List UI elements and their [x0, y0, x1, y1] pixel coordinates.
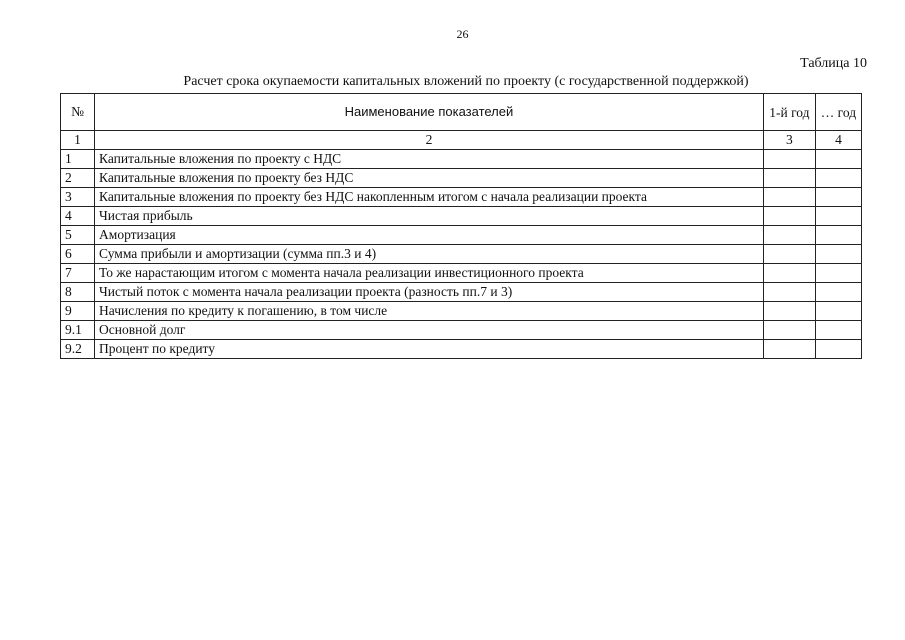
- row-label: То же нарастающим итогом с момента начала реализации инвестиционного проекта: [95, 264, 764, 283]
- row-number: 6: [61, 245, 95, 264]
- header-year1: 1-й год: [763, 94, 815, 131]
- row-number: 5: [61, 226, 95, 245]
- row-number: 1: [61, 150, 95, 169]
- row-number: 9.1: [61, 321, 95, 340]
- row-label: Чистая прибыль: [95, 207, 764, 226]
- cell-year-next[interactable]: [815, 264, 861, 283]
- row-label: Основной долг: [95, 321, 764, 340]
- column-number: 1: [61, 131, 95, 150]
- cell-year-next[interactable]: [815, 188, 861, 207]
- row-label: Амортизация: [95, 226, 764, 245]
- cell-year-next[interactable]: [815, 321, 861, 340]
- header-row: [61, 94, 862, 131]
- row-label: Начисления по кредиту к погашению, в том числе: [95, 302, 764, 321]
- cell-year1[interactable]: [763, 245, 815, 264]
- cell-year1[interactable]: [763, 302, 815, 321]
- cell-year1[interactable]: [763, 169, 815, 188]
- page-number: 26: [456, 27, 469, 41]
- row-label: Чистый поток с момента начала реализации проекта (разность пп.7 и 3): [95, 283, 764, 302]
- cell-year1[interactable]: [763, 283, 815, 302]
- table-row: [61, 245, 862, 264]
- row-number: 9: [61, 302, 95, 321]
- row-label: Сумма прибыли и амортизации (сумма пп.3 и 4): [95, 245, 764, 264]
- table-row: [61, 321, 862, 340]
- row-label: Капитальные вложения по проекту без НДС накопленным итогом с начала реализации проекта: [95, 188, 764, 207]
- cell-year-next[interactable]: [815, 340, 861, 359]
- cell-year-next[interactable]: [815, 150, 861, 169]
- cell-year-next[interactable]: [815, 169, 861, 188]
- column-number: 2: [95, 131, 764, 150]
- table-row: [61, 150, 862, 169]
- table-row: [61, 340, 862, 359]
- cell-year1[interactable]: [763, 150, 815, 169]
- table-row: [61, 302, 862, 321]
- row-number: 3: [61, 188, 95, 207]
- cell-year1[interactable]: [763, 226, 815, 245]
- table-body: [61, 150, 862, 359]
- row-number: 8: [61, 283, 95, 302]
- payback-table: [60, 93, 862, 359]
- row-number: 9.2: [61, 340, 95, 359]
- cell-year1[interactable]: [763, 207, 815, 226]
- cell-year-next[interactable]: [815, 226, 861, 245]
- cell-year1[interactable]: [763, 340, 815, 359]
- table-row: [61, 264, 862, 283]
- cell-year-next[interactable]: [815, 283, 861, 302]
- row-number: 2: [61, 169, 95, 188]
- row-number: 7: [61, 264, 95, 283]
- cell-year-next[interactable]: [815, 302, 861, 321]
- cell-year1[interactable]: [763, 321, 815, 340]
- column-number: 4: [815, 131, 861, 150]
- cell-year1[interactable]: [763, 264, 815, 283]
- table-row: [61, 283, 862, 302]
- table-caption: Таблица 10: [800, 56, 867, 71]
- cell-year-next[interactable]: [815, 207, 861, 226]
- column-numbers-row: [61, 131, 862, 150]
- row-label: Капитальные вложения по проекту без НДС: [95, 169, 764, 188]
- header-year-next: … год: [815, 94, 861, 131]
- table-row: [61, 207, 862, 226]
- row-label: Капитальные вложения по проекту с НДС: [95, 150, 764, 169]
- row-label: Процент по кредиту: [95, 340, 764, 359]
- cell-year1[interactable]: [763, 188, 815, 207]
- table-row: [61, 169, 862, 188]
- table-row: [61, 226, 862, 245]
- table-title: Расчет срока окупаемости капитальных вложений по проекту (с государственной поддержкой): [183, 74, 749, 89]
- header-num: №: [61, 94, 95, 131]
- column-number: 3: [763, 131, 815, 150]
- table-row: [61, 188, 862, 207]
- header-name: Наименование показателей: [95, 94, 764, 131]
- cell-year-next[interactable]: [815, 245, 861, 264]
- row-number: 4: [61, 207, 95, 226]
